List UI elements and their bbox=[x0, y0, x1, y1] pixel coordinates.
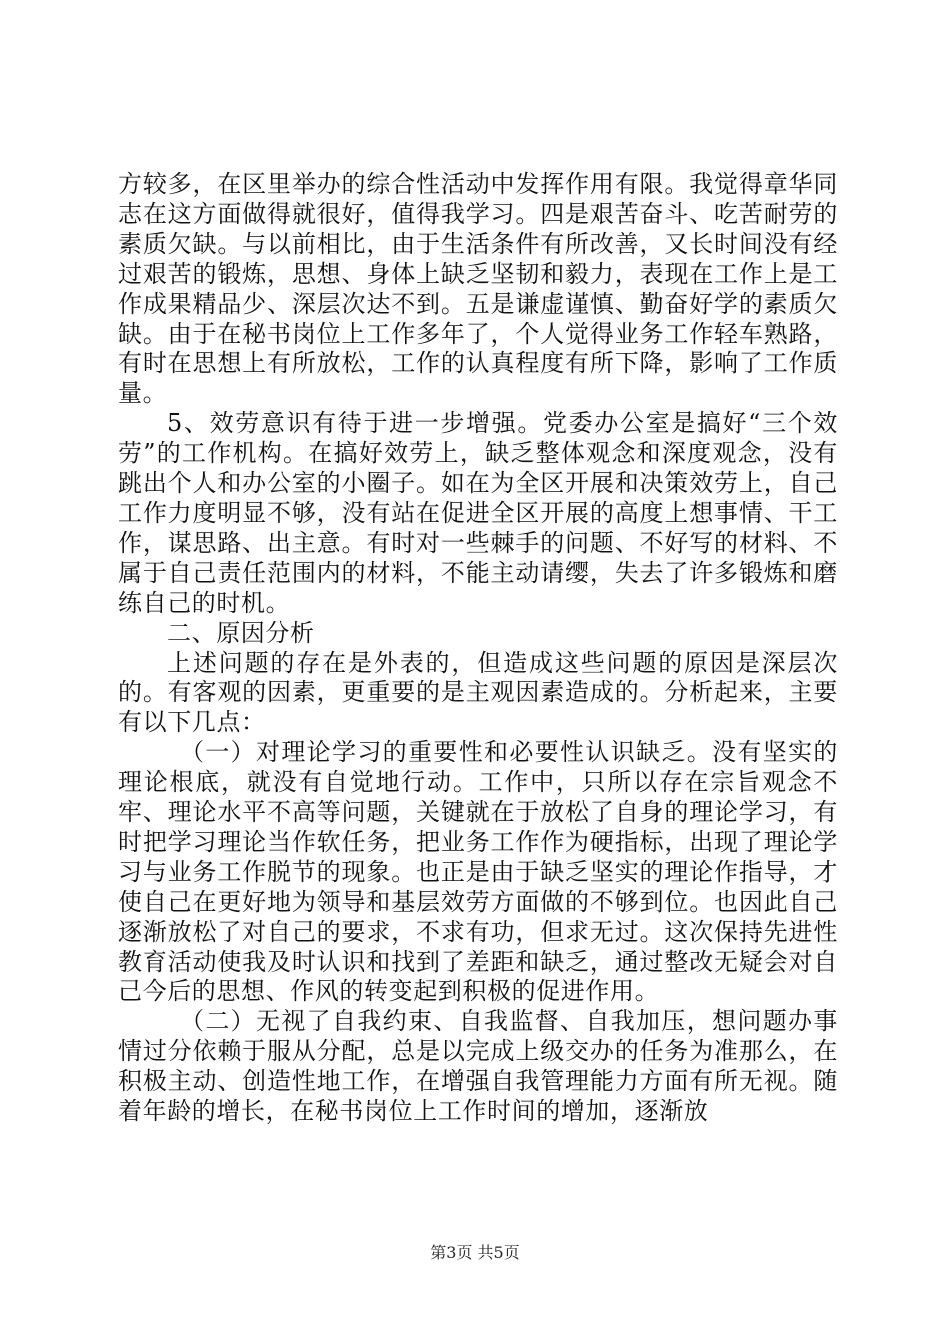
page-number-footer: 第3页 共5页 bbox=[430, 1243, 520, 1262]
paragraph-cause-one: （一）对理论学习的重要性和必要性认识缺乏。没有坚实的理论根底，就没有自觉地行动。工作中，只所以存在宗旨观念不牢、理论水平不高等问题，关键就在于放松了自身的理论学习，有时把学习理论当作软任务，把业务工作作为硬指标，出现了理论学习与业务工作脱节的现象。也正是由于缺乏坚实的理论作指导，才使自己在更好地为领导和基层效劳方面做的不够到位。也因此自己逐渐放松了对自己的要求，不求有功，但求无过。这次保持先进性教育活动使我及时认识和找到了差距和缺乏，通过整改无疑会对自己今后的思想、作风的转变起到积极的促进作用。 bbox=[118, 738, 838, 1006]
document-body bbox=[118, 170, 838, 1127]
paragraph-service-awareness: 5、效劳意识有待于进一步增强。党委办公室是搞好“三个效劳”的工作机构。在搞好效劳上，缺乏整体观念和深度观念，没有跳出个人和办公室的小圈子。如在为全区开展和决策效劳上，自己工作力度明显不够，没有站在促进全区开展的高度上想事情、干工作，谋思路、出主意。有时对一些棘手的问题、不好写的材料、不属于自己责任范围内的材料，不能主动请缨，失去了许多锻炼和磨练自己的时机。 bbox=[118, 409, 838, 617]
paragraph-continuation: 方较多，在区里举办的综合性活动中发挥作用有限。我觉得章华同志在这方面做得就很好，值得我学习。四是艰苦奋斗、吃苦耐劳的素质欠缺。与以前相比，由于生活条件有所改善，又长时间没有经过艰苦的锻炼，思想、身体上缺乏坚韧和毅力，表现在工作上是工作成果精品少、深层次达不到。五是谦虚谨慎、勤奋好学的素质欠缺。由于在秘书岗位上工作多年了，个人觉得业务工作轻车熟路，有时在思想上有所放松，工作的认真程度有所下降，影响了工作质量。 bbox=[118, 170, 838, 408]
section-heading-cause-analysis: 二、原因分析 bbox=[167, 618, 315, 647]
paragraph-cause-two: （二）无视了自我约束、自我监督、自我加压，想问题办事情过分依赖于服从分配，总是以完成上级交办的任务为准那么，在积极主动、创造性地工作，在增强自我管理能力方面有所无视。随着年龄的增长，在秘书岗位上工作时间的增加，逐渐放 bbox=[118, 1007, 838, 1126]
paragraph-cause-intro: 上述问题的存在是外表的，但造成这些问题的原因是深层次的。有客观的因素，更重要的是主观因素造成的。分析起来，主要有以下几点： bbox=[118, 648, 838, 737]
